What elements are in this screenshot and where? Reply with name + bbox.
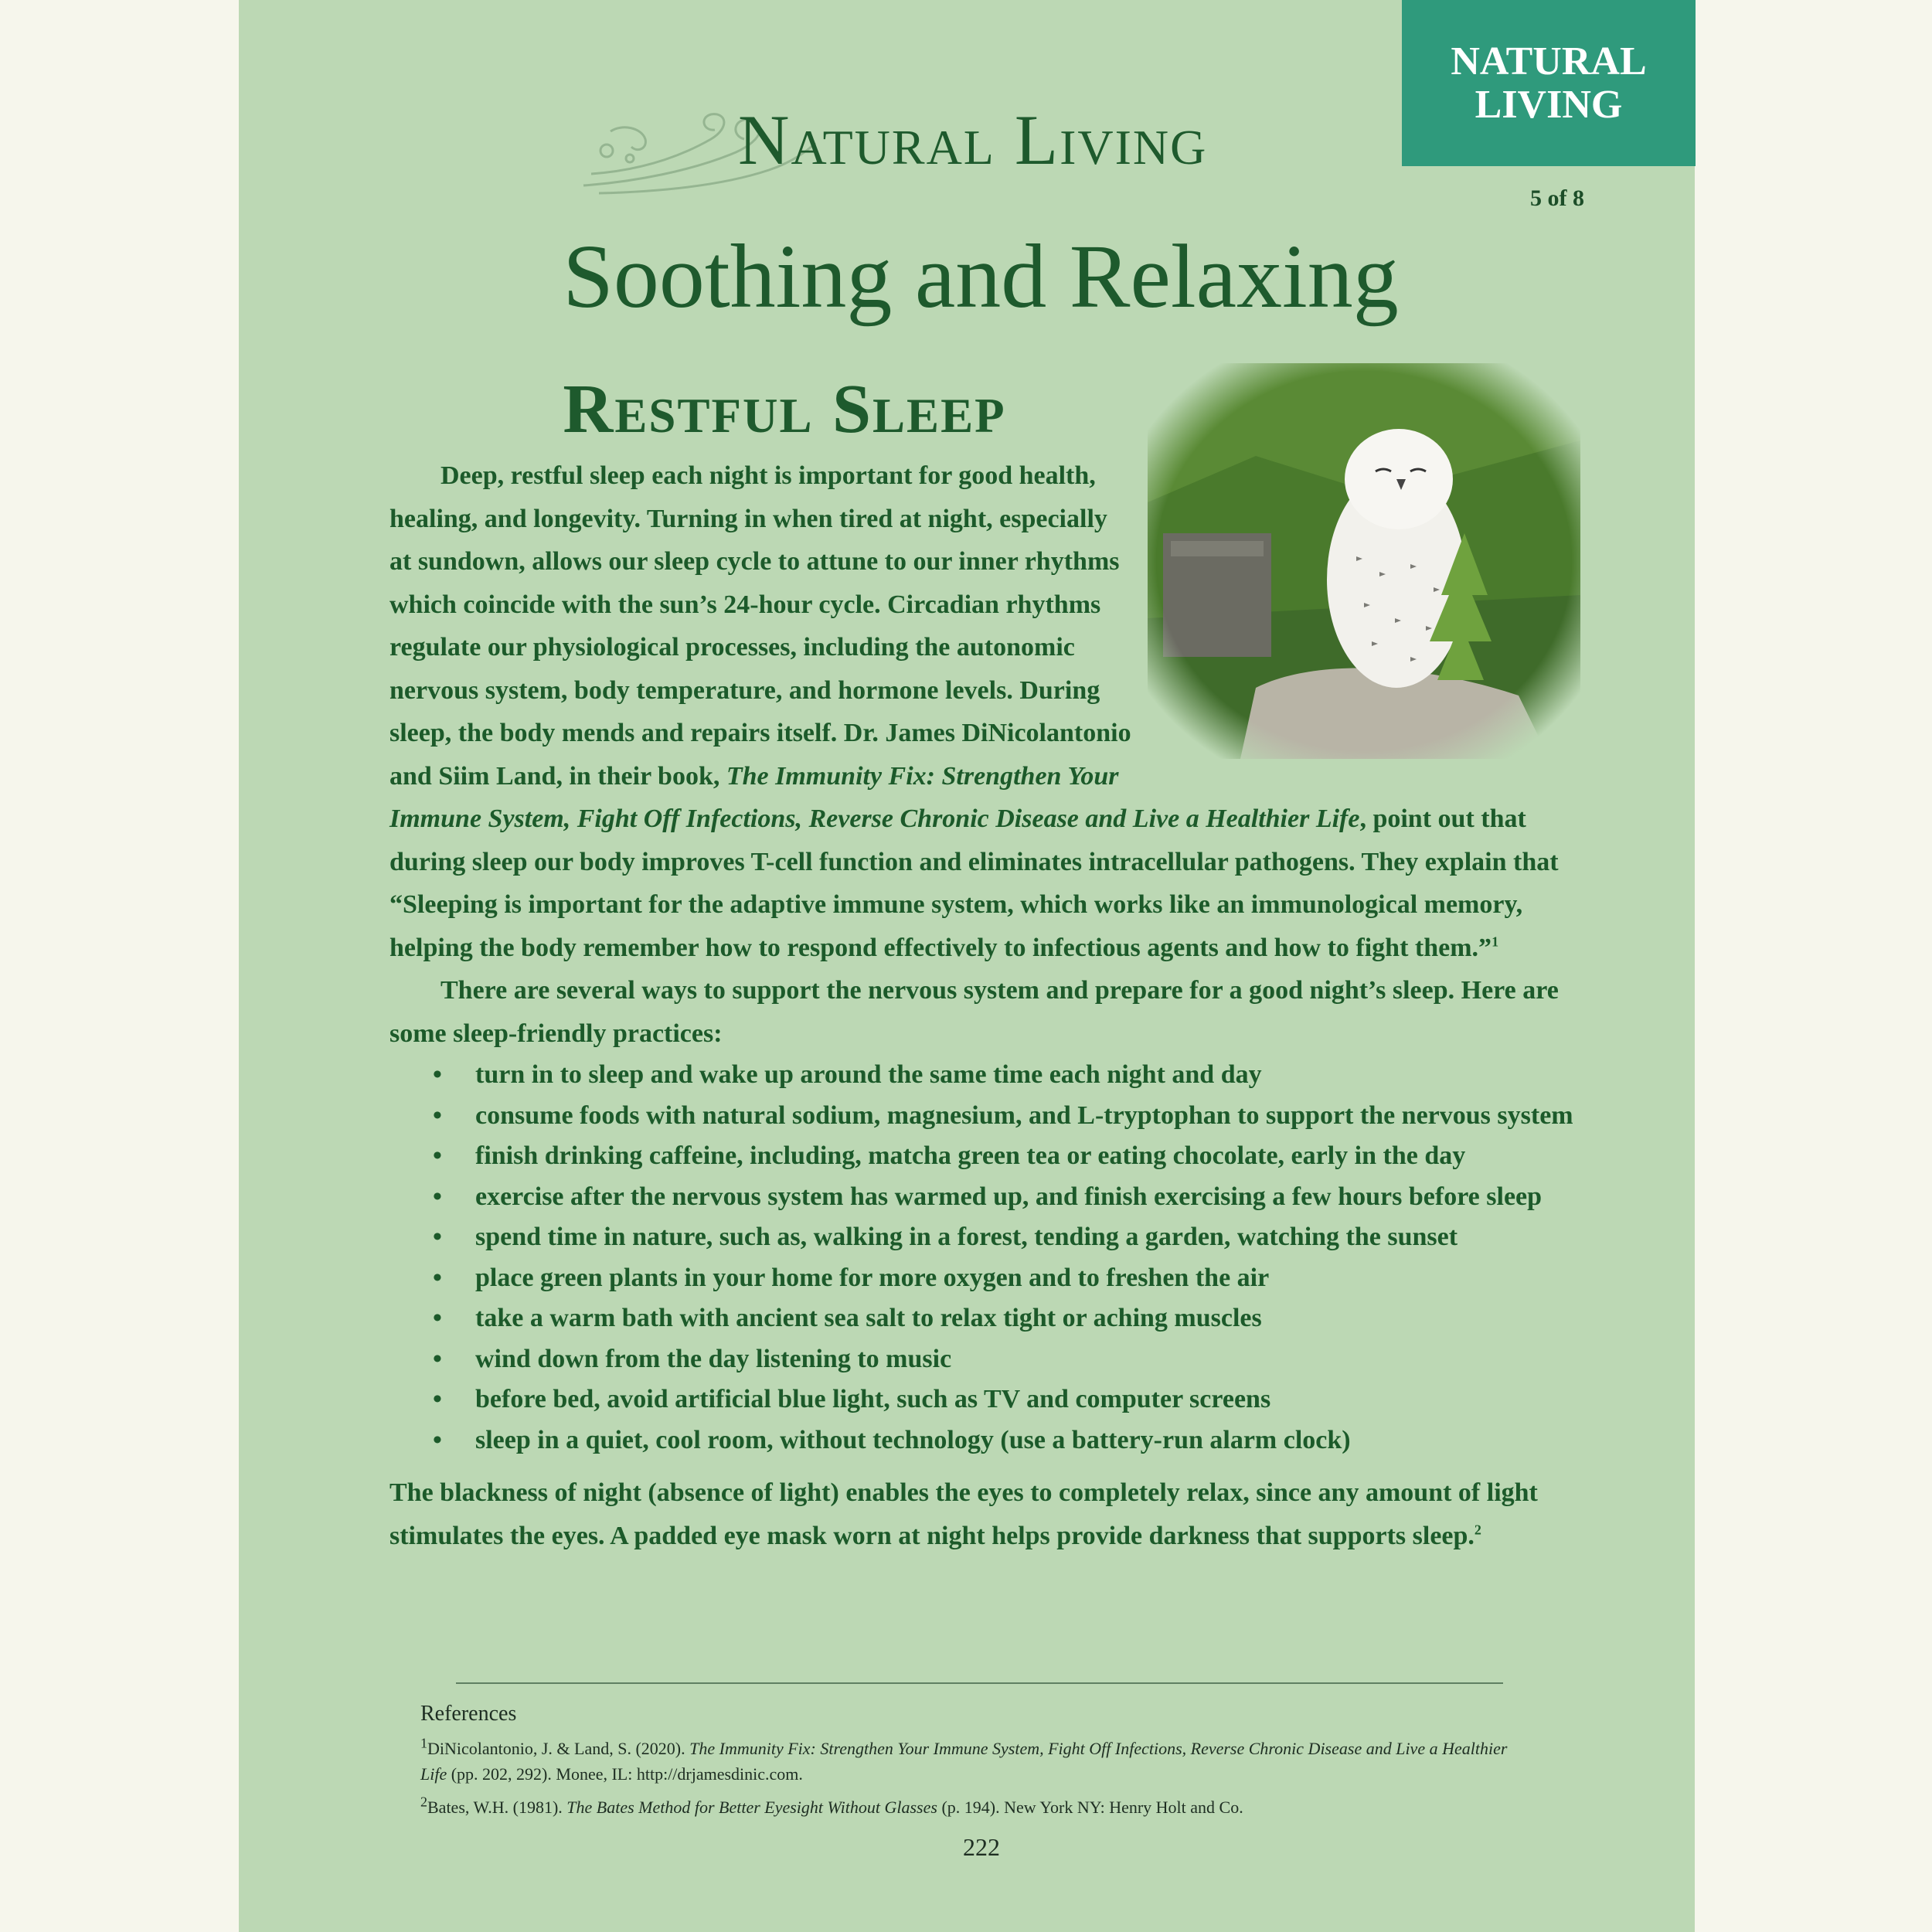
list-item: • place green plants in your home for more oxygen and to freshen the air [389, 1258, 1580, 1299]
bullet-icon: • [433, 1385, 442, 1413]
list-item: • finish drinking caffeine, including, matcha green tea or eating chocolate, early in the day [389, 1136, 1580, 1177]
reference-1: $^1$DiNicolantonio, J. & Land, S. (2020). The Immunity Fix: Strengthen Your Immune System, Fight Off Infections, Reverse Chronic Disease and Live a Healthier Life (pp. 202, 292). Monee, IL: http://drjamesdinic.com. [420, 1735, 1508, 1784]
bullet-icon: • [433, 1141, 442, 1170]
list-item: • take a warm bath with ancient sea salt to relax tight or aching muscles [389, 1298, 1580, 1339]
bullet-icon: • [433, 1100, 442, 1130]
page-title: Soothing and Relaxing [563, 226, 1399, 327]
section-tab-line1: NATURAL [1451, 39, 1647, 83]
paragraph-2: There are several ways to support the nervous system and prepare for a good night’s sleep. Here are some sleep-friendly practices: [389, 976, 1559, 1048]
bullet-icon: • [433, 1263, 442, 1292]
page-count: 5 of 8 [1530, 185, 1584, 211]
bullet-icon: • [433, 1182, 442, 1211]
bullet-icon: • [433, 1223, 442, 1251]
bullet-icon: • [433, 1060, 442, 1089]
closing-paragraph [389, 1471, 1580, 1557]
paragraph-1-text: Deep, restful sleep each night is important for good health, healing, and longevity. Turning in when tired at night, especially at sundown, allows our sleep cycle to attune to our inner rhythms which coincide with the sun’s 24-hour cycle. Circadian rhythms regulate our physiological processes, including the autonomic nervous system, body temperature, and hormone levels. During sleep, the body mends and repairs itself. Dr. James DiNicolantonio and Siim Land, in their book, [389, 461, 1131, 791]
bullet-icon: • [433, 1344, 442, 1373]
list-item: • turn in to sleep and wake up around the same time each night and day [389, 1055, 1580, 1096]
references-divider [456, 1682, 1503, 1684]
closing-text: The blackness of night (absence of light) enables the eyes to completely relax, since any amount of light stimulates the eyes. A padded eye mask worn at night helps provide darkness that supports sleep. [389, 1478, 1538, 1550]
list-item: • wind down from the day listening to music [389, 1339, 1580, 1380]
brand-title: Natural Living [738, 100, 1208, 179]
footnote-ref-2: 2 [1474, 1522, 1481, 1538]
section-tab [1402, 0, 1696, 166]
reference-2: $^2$Bates, W.H. (1981). The Bates Method for Better Eyesight Without Glasses (p. 194). New York NY: Henry Holt and Co. [420, 1794, 1243, 1817]
bullet-icon: • [433, 1304, 442, 1332]
bullet-icon: • [433, 1425, 442, 1454]
references [420, 1702, 1518, 1828]
list-item: • exercise after the nervous system has warmed up, and finish exercising a few hours before sleep [389, 1177, 1580, 1218]
tips-list [389, 1055, 1580, 1461]
page-number: 222 [963, 1833, 1000, 1861]
footnote-ref-1: 1 [1492, 934, 1499, 950]
paragraph-1-text-cont: , point out that during sleep our body improves T-cell function and eliminates intracellular pathogens. They explain that “Sleeping is important for the adaptive immune system, which works like an immunological memory, helping the body remember how to respond effectively to infectious agents and how to fight them.” [389, 804, 1559, 962]
list-item: • consume foods with natural sodium, magnesium, and L-tryptophan to support the nervous system [389, 1096, 1580, 1137]
article-body [389, 454, 1580, 1557]
list-item: • before bed, avoid artificial blue light, such as TV and computer screens [389, 1379, 1580, 1420]
references-heading: References [420, 1702, 517, 1726]
section-title: Restful Sleep [563, 371, 1006, 447]
list-item: • sleep in a quiet, cool room, without technology (use a battery-run alarm clock) [389, 1420, 1580, 1461]
list-item: • spend time in nature, such as, walking in a forest, tending a garden, watching the sunset [389, 1217, 1580, 1258]
photo-spacer [1147, 454, 1580, 764]
section-tab-line2: LIVING [1475, 82, 1623, 127]
book-title: The Immunity Fix: Strengthen Your Immune System, Fight Off Infections, Reverse Chronic Disease and Live a Healthier Life [389, 761, 1360, 833]
